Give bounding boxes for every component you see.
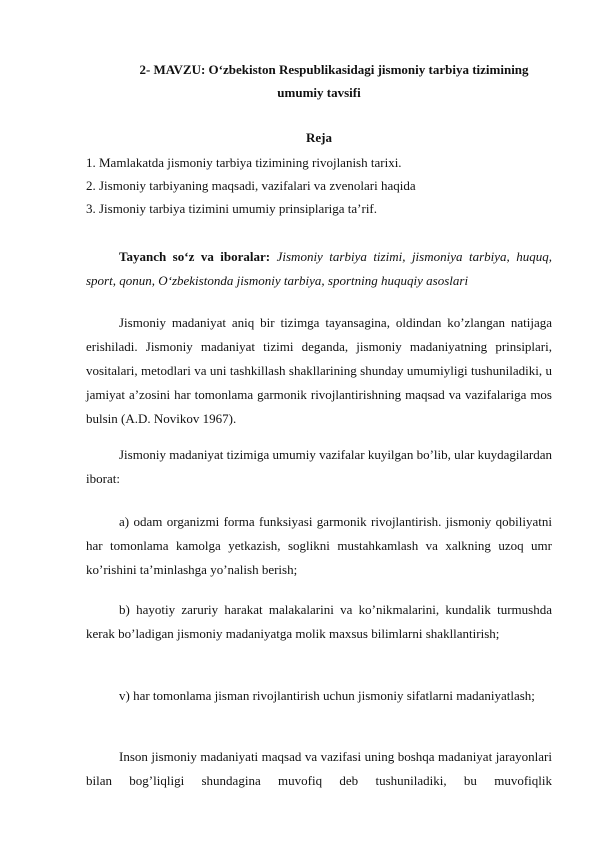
- keywords-paragraph: [86, 245, 552, 293]
- task-item-b: b) hayotiy zaruriy harakat malakalarini va ko’nikmalarini, kundalik turmushda kerak bo’ladigan jismoniy madaniyatga molik maxsus bilimlarni shakllantirish;: [86, 602, 552, 641]
- keywords-label: Tayanch so‘z va iboralar:: [119, 249, 271, 264]
- task-item-a: a) odam organizmi forma funksiyasi garmonik rivojlantirish. jismoniy qobiliyatni har tomonlama kamolga yetkazish, soglikni mustahkamlash va xalkning uzoq umr ko’rishini ta’minlashga yo’nalish berish;: [86, 514, 552, 577]
- plan-item: 3. Jismoniy tarbiya tizimini umumiy prinsiplariga ta’rif.: [86, 201, 378, 216]
- plan-list: [86, 151, 552, 220]
- keywords-text: Jismoniy tarbiya tizimi, jismoniya tarbiya, huquq, sport, qonun, O‘zbekistonda jismoniy tarbiya, sportning huquqiy asoslari: [86, 249, 553, 288]
- body-paragraph-1: Jismoniy madaniyat aniq bir tizimga tayansagina, oldindan ko’zlangan natijaga erishiladi. Jismoniy madaniyat tizimi deganda, jismoniy madaniyatning prinsiplari, vositalari, metodlari va uni tashkillash shakllarining shunday umumiyligi tushuniladiki, u jamiyat a’zosini har tomonlama garmonik rivojlantirishning maqsad va vazifalariga mos bulsin (A.D. Novikov 1967).: [86, 315, 552, 426]
- plan-item: 1. Mamlakatda jismoniy tarbiya tizimining rivojlanish tarixi.: [86, 155, 402, 170]
- document-title-line-2: umumiy tavsifi: [277, 85, 361, 100]
- document-title-line-1: 2- MAVZU: O‘zbekiston Respublikasidagi jismoniy tarbiya tizimining: [139, 62, 529, 77]
- plan-heading: Reja: [306, 130, 332, 145]
- body-paragraph-2: Jismoniy madaniyat tizimiga umumiy vazifalar kuyilgan bo’lib, ular kuydagilardan iborat:: [86, 447, 552, 486]
- plan-item: 2. Jismoniy tarbiyaning maqsadi, vazifalari va zvenolari haqida: [86, 178, 416, 193]
- task-item-v: v) har tomonlama jisman rivojlantirish uchun jismoniy sifatlarni madaniyatlash;: [119, 688, 535, 703]
- body-paragraph-3: Inson jismoniy madaniyati maqsad va vazifasi uning boshqa madaniyat jarayonlari bilan bog’liqligi shundagina muvofiq deb tushuniladiki, bu muvofiqlik: [86, 749, 552, 788]
